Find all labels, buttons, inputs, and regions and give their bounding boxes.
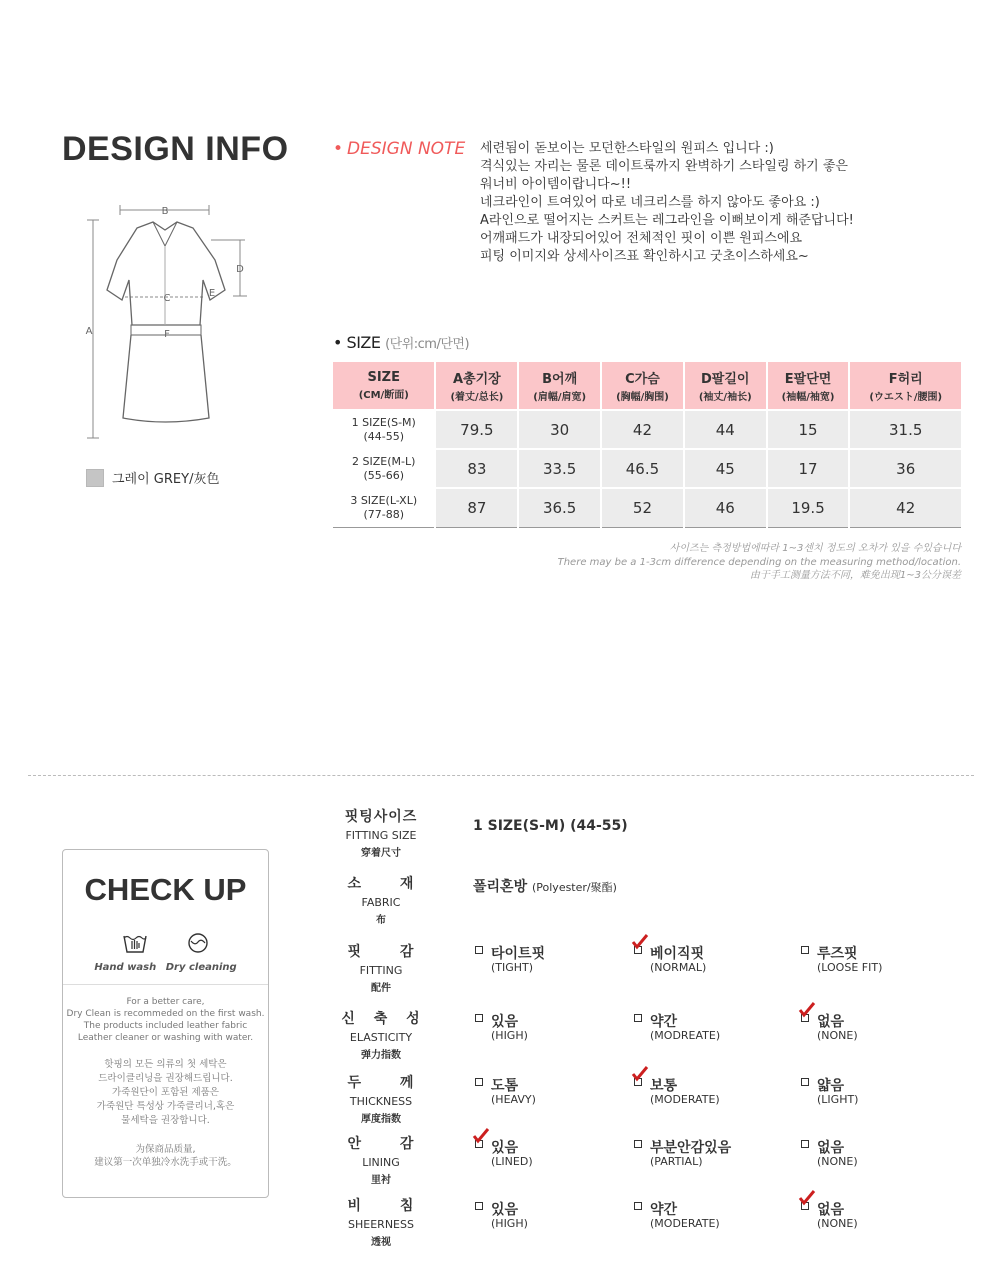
table-row [333, 410, 961, 449]
elasticity-label: 신 축 성 ELASTICITY 弹力指数 [341, 1011, 421, 1061]
size-header: D팔길이 (袖丈/袖长) [684, 362, 767, 410]
red-check-icon [798, 1001, 816, 1019]
dry-clean-icon [186, 932, 210, 954]
red-check-icon [631, 933, 649, 951]
size-header: B어깨 (肩幅/肩宽) [518, 362, 601, 410]
sheerness-label: 비 침 SHEERNESS 透视 [347, 1198, 415, 1248]
size-unit: (단위:cm/단면) [385, 337, 470, 352]
design-note-line: 네크라인이 트여있어 따로 네크리스를 하지 않아도 좋아요 :) [480, 195, 820, 210]
care-divider [63, 984, 268, 985]
fabric-value: 폴리혼방 (Polyester/聚酯) [473, 879, 617, 895]
size-header: A총기장 (着丈/总长) [435, 362, 518, 410]
hand-wash-label: Hand wash [94, 962, 157, 973]
lining-label: 안 감 LINING 里衬 [347, 1136, 415, 1186]
check-up-title: CHECK UP [84, 872, 247, 907]
check-up-box [62, 849, 269, 1198]
value-cell: 46.5 [601, 449, 684, 488]
fitting-label: 핏 감 FITTING 配件 [347, 944, 415, 994]
value-cell: 15 [767, 410, 850, 449]
value-cell: 33.5 [518, 449, 601, 488]
size-disclaimer: 사이즈는 측정방법에따라 1~3센치 정도의 오차가 있을 수있습니다 There may be a 1-3cm difference depending on the measuring method/location. 由于手工测量方法不同，难免出现1~3公分误差 [557, 543, 961, 581]
checkbox[interactable] [634, 1140, 642, 1148]
size-cell: 1 SIZE(S-M) (44-55) [333, 410, 435, 449]
design-note-line: 어깨패드가 내장되어있어 전체적인 핏이 이쁜 원피스에요 [480, 231, 803, 246]
design-note-line: 피팅 이미지와 상세사이즈표 확인하시고 굿초이스하세요~ [480, 249, 809, 264]
design-note-line: A라인으로 떨어지는 스커트는 레그라인을 이뻐보이게 해준답니다! [480, 213, 854, 228]
value-cell: 36 [849, 449, 961, 488]
fitting-size-label: 핏팅사이즈 FITTING SIZE 穿着尺寸 [344, 809, 418, 859]
value-cell: 36.5 [518, 488, 601, 527]
checkbox[interactable] [475, 1202, 483, 1210]
size-cell: 2 SIZE(M-L) (55-66) [333, 449, 435, 488]
care-instructions-ko: 핫핑의 모든 의류의 첫 세탁은 드라이클리닝을 권장해드립니다. 가죽원단이 포함된 제품은 가죽원단 특성상 가죽클리너,혹은 물세탁을 권장합니다. [96, 1059, 235, 1126]
fabric-label: 소 재 FABRIC 布 [347, 876, 415, 926]
figure-label-a: A [85, 326, 93, 337]
table-row [333, 449, 961, 488]
checkbox[interactable] [801, 1078, 809, 1086]
size-section-label: • SIZE (단위:cm/단면) [333, 333, 470, 352]
size-cell: 3 SIZE(L-XL) (77-88) [333, 488, 435, 527]
grey-color-swatch [86, 469, 104, 487]
checkbox[interactable] [475, 946, 483, 954]
checkbox[interactable] [634, 1014, 642, 1022]
design-note-text [480, 140, 854, 266]
value-cell: 44 [684, 410, 767, 449]
thickness-label: 두 께 THICKNESS 厚度指数 [347, 1075, 415, 1125]
size-header: C가슴 (胸幅/胸围) [601, 362, 684, 410]
figure-label-f: F [164, 329, 170, 340]
checkbox[interactable] [475, 1014, 483, 1022]
checkbox[interactable] [475, 1078, 483, 1086]
figure-label-b: B [161, 206, 169, 217]
care-instructions-en: For a better care, Dry Clean is recommeded on the first wash. The products included leather fabric Leather cleaner or washing with water. [66, 997, 265, 1043]
value-cell: 42 [601, 410, 684, 449]
design-note-line: 격식있는 자리는 물론 데이트룩까지 완벽하기 스타일링 하기 좋은 [480, 159, 848, 174]
garment-measurement-figure [75, 200, 255, 445]
dry-clean-label: Dry cleaning [165, 962, 237, 973]
size-table [333, 362, 961, 528]
size-header: SIZE (CM/断面) [333, 362, 435, 410]
design-info-title: DESIGN INFO [62, 130, 289, 168]
value-cell: 19.5 [767, 488, 850, 527]
hand-wash-icon [122, 932, 148, 954]
care-instructions-cn: 为保商品质量, 建议第一次单独冷水洗手或干洗。 [94, 1144, 237, 1168]
fitting-size-value: 1 SIZE(S-M) (44-55) [473, 818, 628, 834]
bullet-icon: • [333, 139, 344, 159]
design-note-label: • DESIGN NOTE [333, 139, 466, 159]
figure-label-e: E [208, 288, 216, 299]
value-cell: 87 [435, 488, 518, 527]
checkbox[interactable] [634, 1202, 642, 1210]
value-cell: 30 [518, 410, 601, 449]
size-header: F허리 (ウエスト/腰围) [849, 362, 961, 410]
value-cell: 79.5 [435, 410, 518, 449]
figure-label-c: C [163, 293, 171, 304]
red-check-icon [472, 1127, 490, 1145]
value-cell: 45 [684, 449, 767, 488]
value-cell: 42 [849, 488, 961, 527]
color-option [86, 468, 219, 487]
figure-label-d: D [236, 264, 244, 275]
value-cell: 17 [767, 449, 850, 488]
color-label: 그레이 GREY/灰色 [112, 472, 220, 487]
section-divider [28, 775, 974, 776]
value-cell: 83 [435, 449, 518, 488]
value-cell: 46 [684, 488, 767, 527]
size-header: E팔단면 (袖幅/袖宽) [767, 362, 850, 410]
design-note-line: 세련됨이 돋보이는 모던한스타일의 원피스 입니다 :) [480, 141, 774, 156]
table-row [333, 488, 961, 527]
checkbox[interactable] [801, 946, 809, 954]
checkbox[interactable] [801, 1140, 809, 1148]
red-check-icon [798, 1189, 816, 1207]
value-cell: 31.5 [849, 410, 961, 449]
value-cell: 52 [601, 488, 684, 527]
red-check-icon [631, 1065, 649, 1083]
design-note-line: 워너비 아이템이랍니다~!! [480, 177, 632, 192]
